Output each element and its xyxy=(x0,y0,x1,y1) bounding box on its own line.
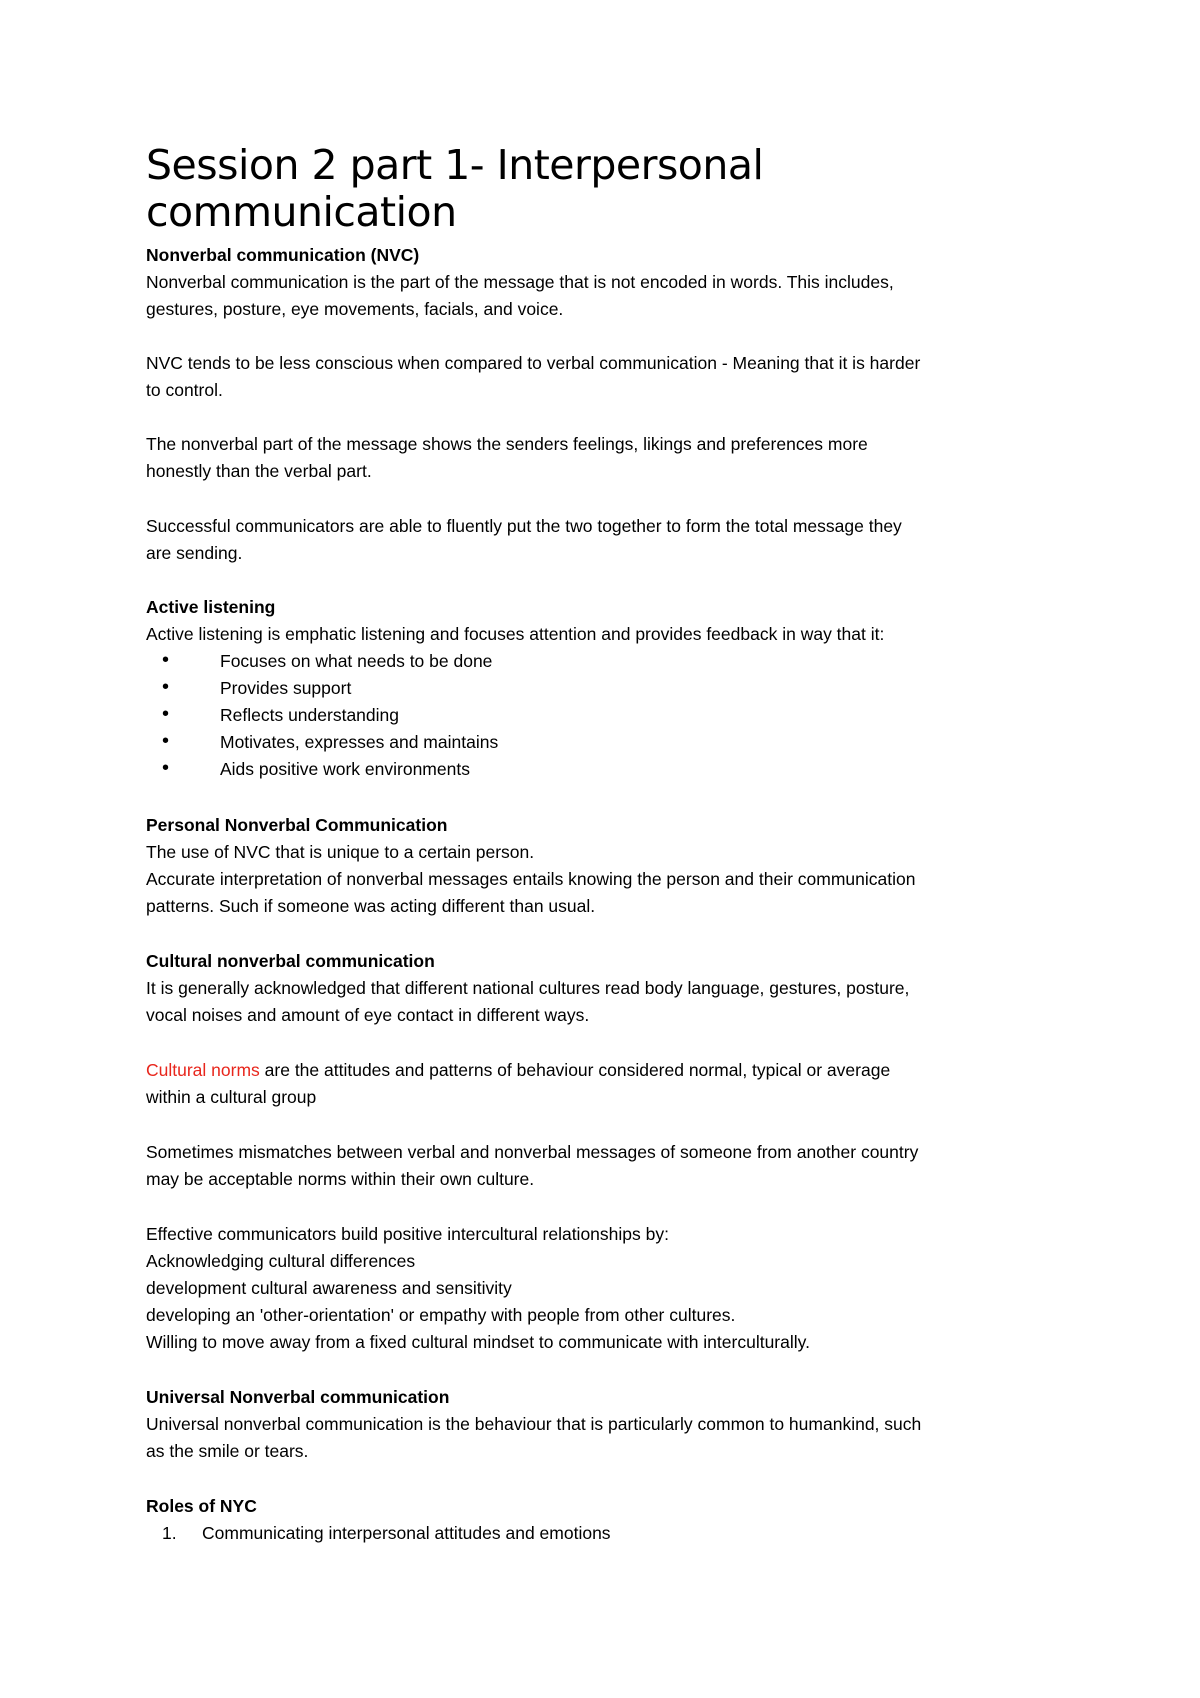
paragraph-line: development cultural awareness and sensitivity xyxy=(146,1278,512,1298)
paragraph-line: It is generally acknowledged that different national cultures read body language, gestures, posture, xyxy=(146,978,910,998)
paragraph-line: vocal noises and amount of eye contact in different ways. xyxy=(146,1005,590,1025)
paragraph-line: within a cultural group xyxy=(146,1087,317,1107)
section-heading-roles: Roles of NYC xyxy=(146,1496,257,1516)
paragraph-line: Accurate interpretation of nonverbal messages entails knowing the person and their communication xyxy=(146,869,916,889)
paragraph-line: patterns. Such if someone was acting different than usual. xyxy=(146,896,596,916)
bullet-icon: • xyxy=(162,676,170,698)
paragraph-line: to control. xyxy=(146,380,223,400)
section-heading-personal-nvc: Personal Nonverbal Communication xyxy=(146,815,448,835)
highlighted-term: Cultural norms xyxy=(146,1060,260,1080)
list-item: Motivates, expresses and maintains xyxy=(220,732,499,752)
paragraph-line: Active listening is emphatic listening and focuses attention and provides feedback in way that it: xyxy=(146,624,885,644)
page-title: Session 2 part 1- Interpersonal communication xyxy=(146,141,764,236)
paragraph-line: gestures, posture, eye movements, facials, and voice. xyxy=(146,299,564,319)
list-item: Communicating interpersonal attitudes and emotions xyxy=(202,1523,611,1543)
paragraph-line: Successful communicators are able to fluently put the two together to form the total message they xyxy=(146,516,902,536)
paragraph-text: are the attitudes and patterns of behaviour considered normal, typical or average xyxy=(259,1060,891,1080)
paragraph-line-cultural-norms xyxy=(146,1057,890,1084)
paragraph-line: may be acceptable norms within their own culture. xyxy=(146,1169,535,1189)
paragraph-line: honestly than the verbal part. xyxy=(146,461,372,481)
list-item: Reflects understanding xyxy=(220,705,399,725)
list-item: Focuses on what needs to be done xyxy=(220,651,493,671)
bullet-icon: • xyxy=(162,649,170,671)
section-heading-cultural-nvc: Cultural nonverbal communication xyxy=(146,951,435,971)
section-heading-active-listening: Active listening xyxy=(146,597,276,617)
paragraph-line: Sometimes mismatches between verbal and nonverbal messages of someone from another country xyxy=(146,1142,919,1162)
paragraph-line: Universal nonverbal communication is the behaviour that is particularly common to humankind, such xyxy=(146,1414,922,1434)
paragraph-line: Nonverbal communication is the part of the message that is not encoded in words. This includes, xyxy=(146,272,894,292)
list-item: Aids positive work environments xyxy=(220,759,470,779)
paragraph-line: developing an 'other-orientation' or empathy with people from other cultures. xyxy=(146,1305,736,1325)
paragraph-line: Willing to move away from a fixed cultural mindset to communicate with interculturally. xyxy=(146,1332,810,1352)
section-heading-nvc: Nonverbal communication (NVC) xyxy=(146,245,420,265)
bullet-icon: • xyxy=(162,730,170,752)
paragraph-line: The use of NVC that is unique to a certain person. xyxy=(146,842,535,862)
paragraph-line: are sending. xyxy=(146,543,243,563)
paragraph-line: NVC tends to be less conscious when compared to verbal communication - Meaning that it is harder xyxy=(146,353,921,373)
paragraph-line: as the smile or tears. xyxy=(146,1441,309,1461)
paragraph-line: Effective communicators build positive intercultural relationships by: xyxy=(146,1224,669,1244)
paragraph-line: The nonverbal part of the message shows the senders feelings, likings and preferences more xyxy=(146,434,868,454)
bullet-icon: • xyxy=(162,757,170,779)
section-heading-universal-nvc: Universal Nonverbal communication xyxy=(146,1387,450,1407)
bullet-icon: • xyxy=(162,703,170,725)
list-item: Provides support xyxy=(220,678,352,698)
list-number: 1. xyxy=(162,1523,177,1543)
paragraph-line: Acknowledging cultural differences xyxy=(146,1251,416,1271)
